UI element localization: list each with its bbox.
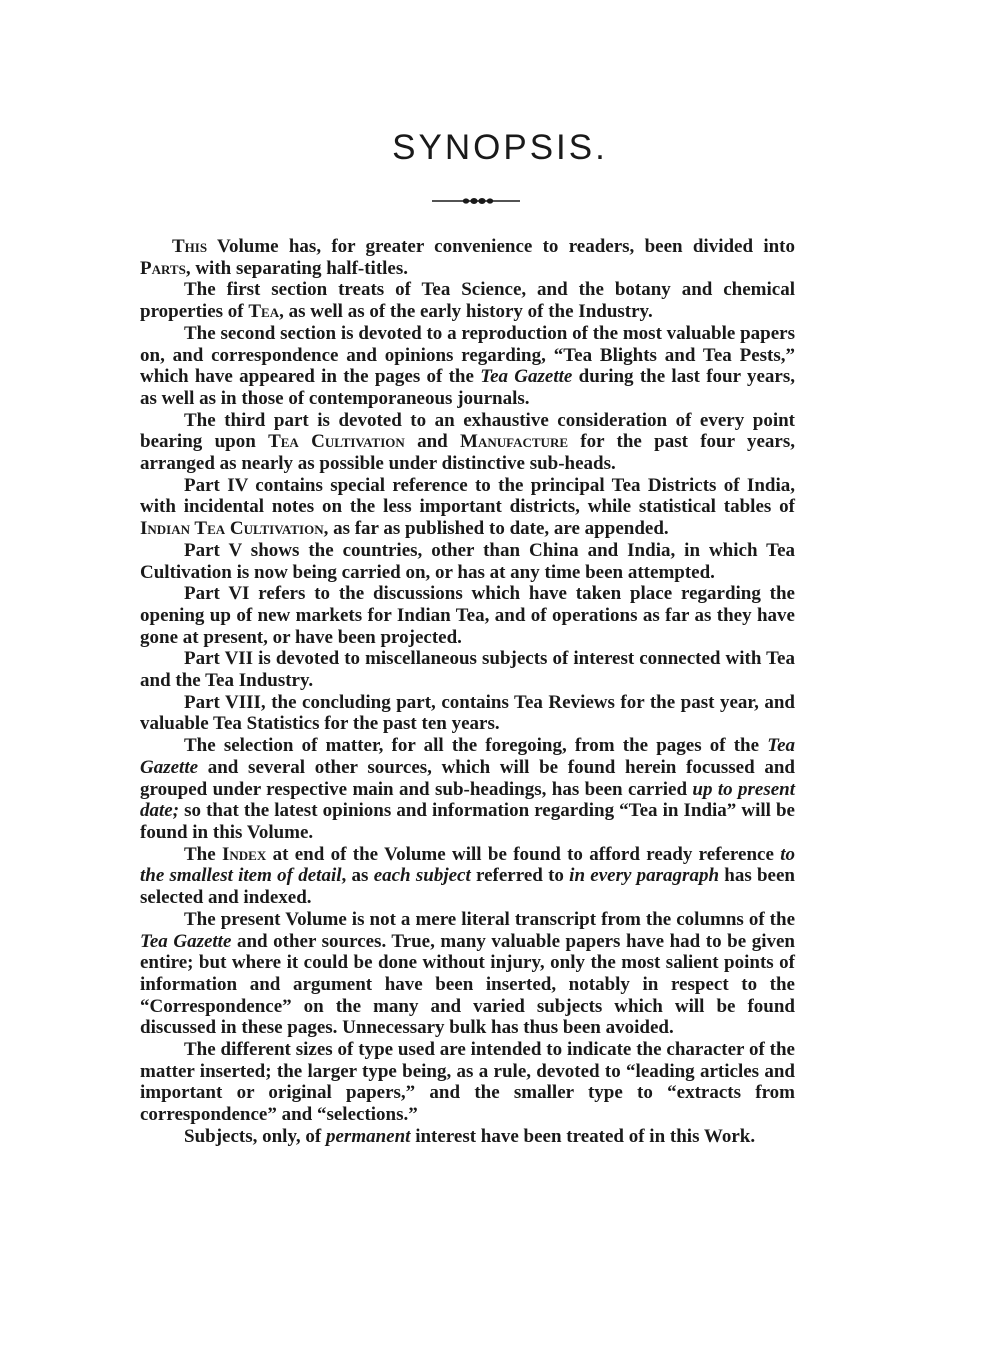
text-run: This [172,236,208,257]
text-run: The selection of matter, for all the foregoing, from the pages of the [184,735,768,757]
text-run: Part VII is devoted to miscellaneous subjects of interest connected with Tea and the Tea Industry. [140,648,795,692]
text-run: Volume has, for greater convenience to readers, been divided into [207,236,795,257]
text-run: Part V shows the countries, other than China and India, in which Tea Cultivation is now being carried on, or has at any time been attempted. [140,539,795,583]
page-title: SYNOPSIS. [392,128,608,167]
paragraph [140,735,795,844]
text-run: Tea Gazette [480,366,573,388]
text-run: Indian Tea Cultivation [140,518,324,540]
text-run: each subject [373,865,471,887]
text-run: Subjects, only, of [184,1125,326,1147]
text-run: referred to [470,865,570,887]
paragraph [140,410,795,475]
paragraph [140,583,795,648]
text-run: , as far as published to date, are appended. [323,518,669,540]
paragraph [140,540,795,583]
text-run: The present Volume is not a mere literal transcript from the columns of the [184,908,795,930]
text-run: The [184,843,223,865]
text-run: , with separating half-titles. [185,257,409,279]
text-run: Parts [140,257,186,279]
paragraph [140,323,795,410]
text-run: Tea Gazette [140,735,795,778]
text-run: and several other sources, which will be found herein focussed and grouped under respective main and sub-headings, has been carried [140,756,795,800]
text-run: , as [341,865,374,887]
paragraph [140,648,795,691]
text-run: The third part is devoted to an exhaustive consideration of every point bearing upon [140,409,795,453]
text-run: Part VIII, the concluding part, contains Tea Reviews for the past year, and valuable Tea Statistics for the past ten years. [140,691,795,735]
text-run: so that the latest opinions and information regarding “Tea in India” will be found in this Volume. [140,800,795,843]
text-run: interest have been treated of in this Work. [410,1125,756,1147]
ornamental-rule [432,194,520,208]
text-run: up to present date; [140,778,795,822]
text-run: and other sources. True, many valuable papers have had to be given entire; but where it could be done without injury, only the most salient points of information and argument have been inserted, notably in respect to the “Correspondence” on the many and varied subjects which will be found discussed in these pages. Unnecessary bulk has thus been avoided. [140,930,795,1039]
text-run: The second section is devoted to a reproduction of the most valuable papers on, and correspondence and opinions regarding, “Tea Blights and Tea Pests,” which have appeared in the pages of the [140,322,795,388]
text-run: permanent [326,1125,411,1147]
text-run: for the past four years, arranged as nearly as possible under distinctive sub-heads. [140,431,796,475]
text-run: in every paragraph [569,865,720,887]
text-run: at end of the Volume will be found to afford ready reference [266,843,781,865]
paragraph [140,1039,795,1126]
paragraph [140,844,795,909]
paragraph [140,692,795,735]
paragraph [140,1126,795,1148]
text-run: to the smallest item of detail [140,843,795,887]
text-run: Index [222,843,267,865]
text-run: Manufacture [460,431,568,453]
text-run: The first section treats of Tea Science, and the botany and chemical properties of [140,279,795,323]
synopsis-body [140,236,795,1148]
text-run: Part VI refers to the discussions which have taken place regarding the opening up of new markets for Indian Tea, and of operations as far as they have gone at present, or have been projected. [140,583,795,648]
text-run: Part IV contains special reference to the principal Tea Districts of India, with incidental notes on the less important districts, while statistical tables of [140,474,795,518]
paragraph [140,279,795,322]
paragraph [140,909,795,1039]
text-run: Tea Cultivation [268,431,405,453]
text-run: The different sizes of type used are intended to indicate the character of the matter inserted; the larger type being, as a rule, devoted to “leading articles and important or original papers,” and the smaller type to “extracts from correspondence” and “selections.” [140,1039,795,1126]
paragraph [140,475,795,540]
text-run: , as well as of the early history of the Industry. [279,301,653,323]
text-run: and [404,431,461,453]
text-run: Tea Gazette [140,930,232,952]
text-run: has been selected and indexed. [140,865,795,909]
text-run: during the last four years, as well as in those of contemporaneous journals. [140,366,795,409]
text-run: Tea [248,301,280,323]
paragraph [140,236,795,279]
